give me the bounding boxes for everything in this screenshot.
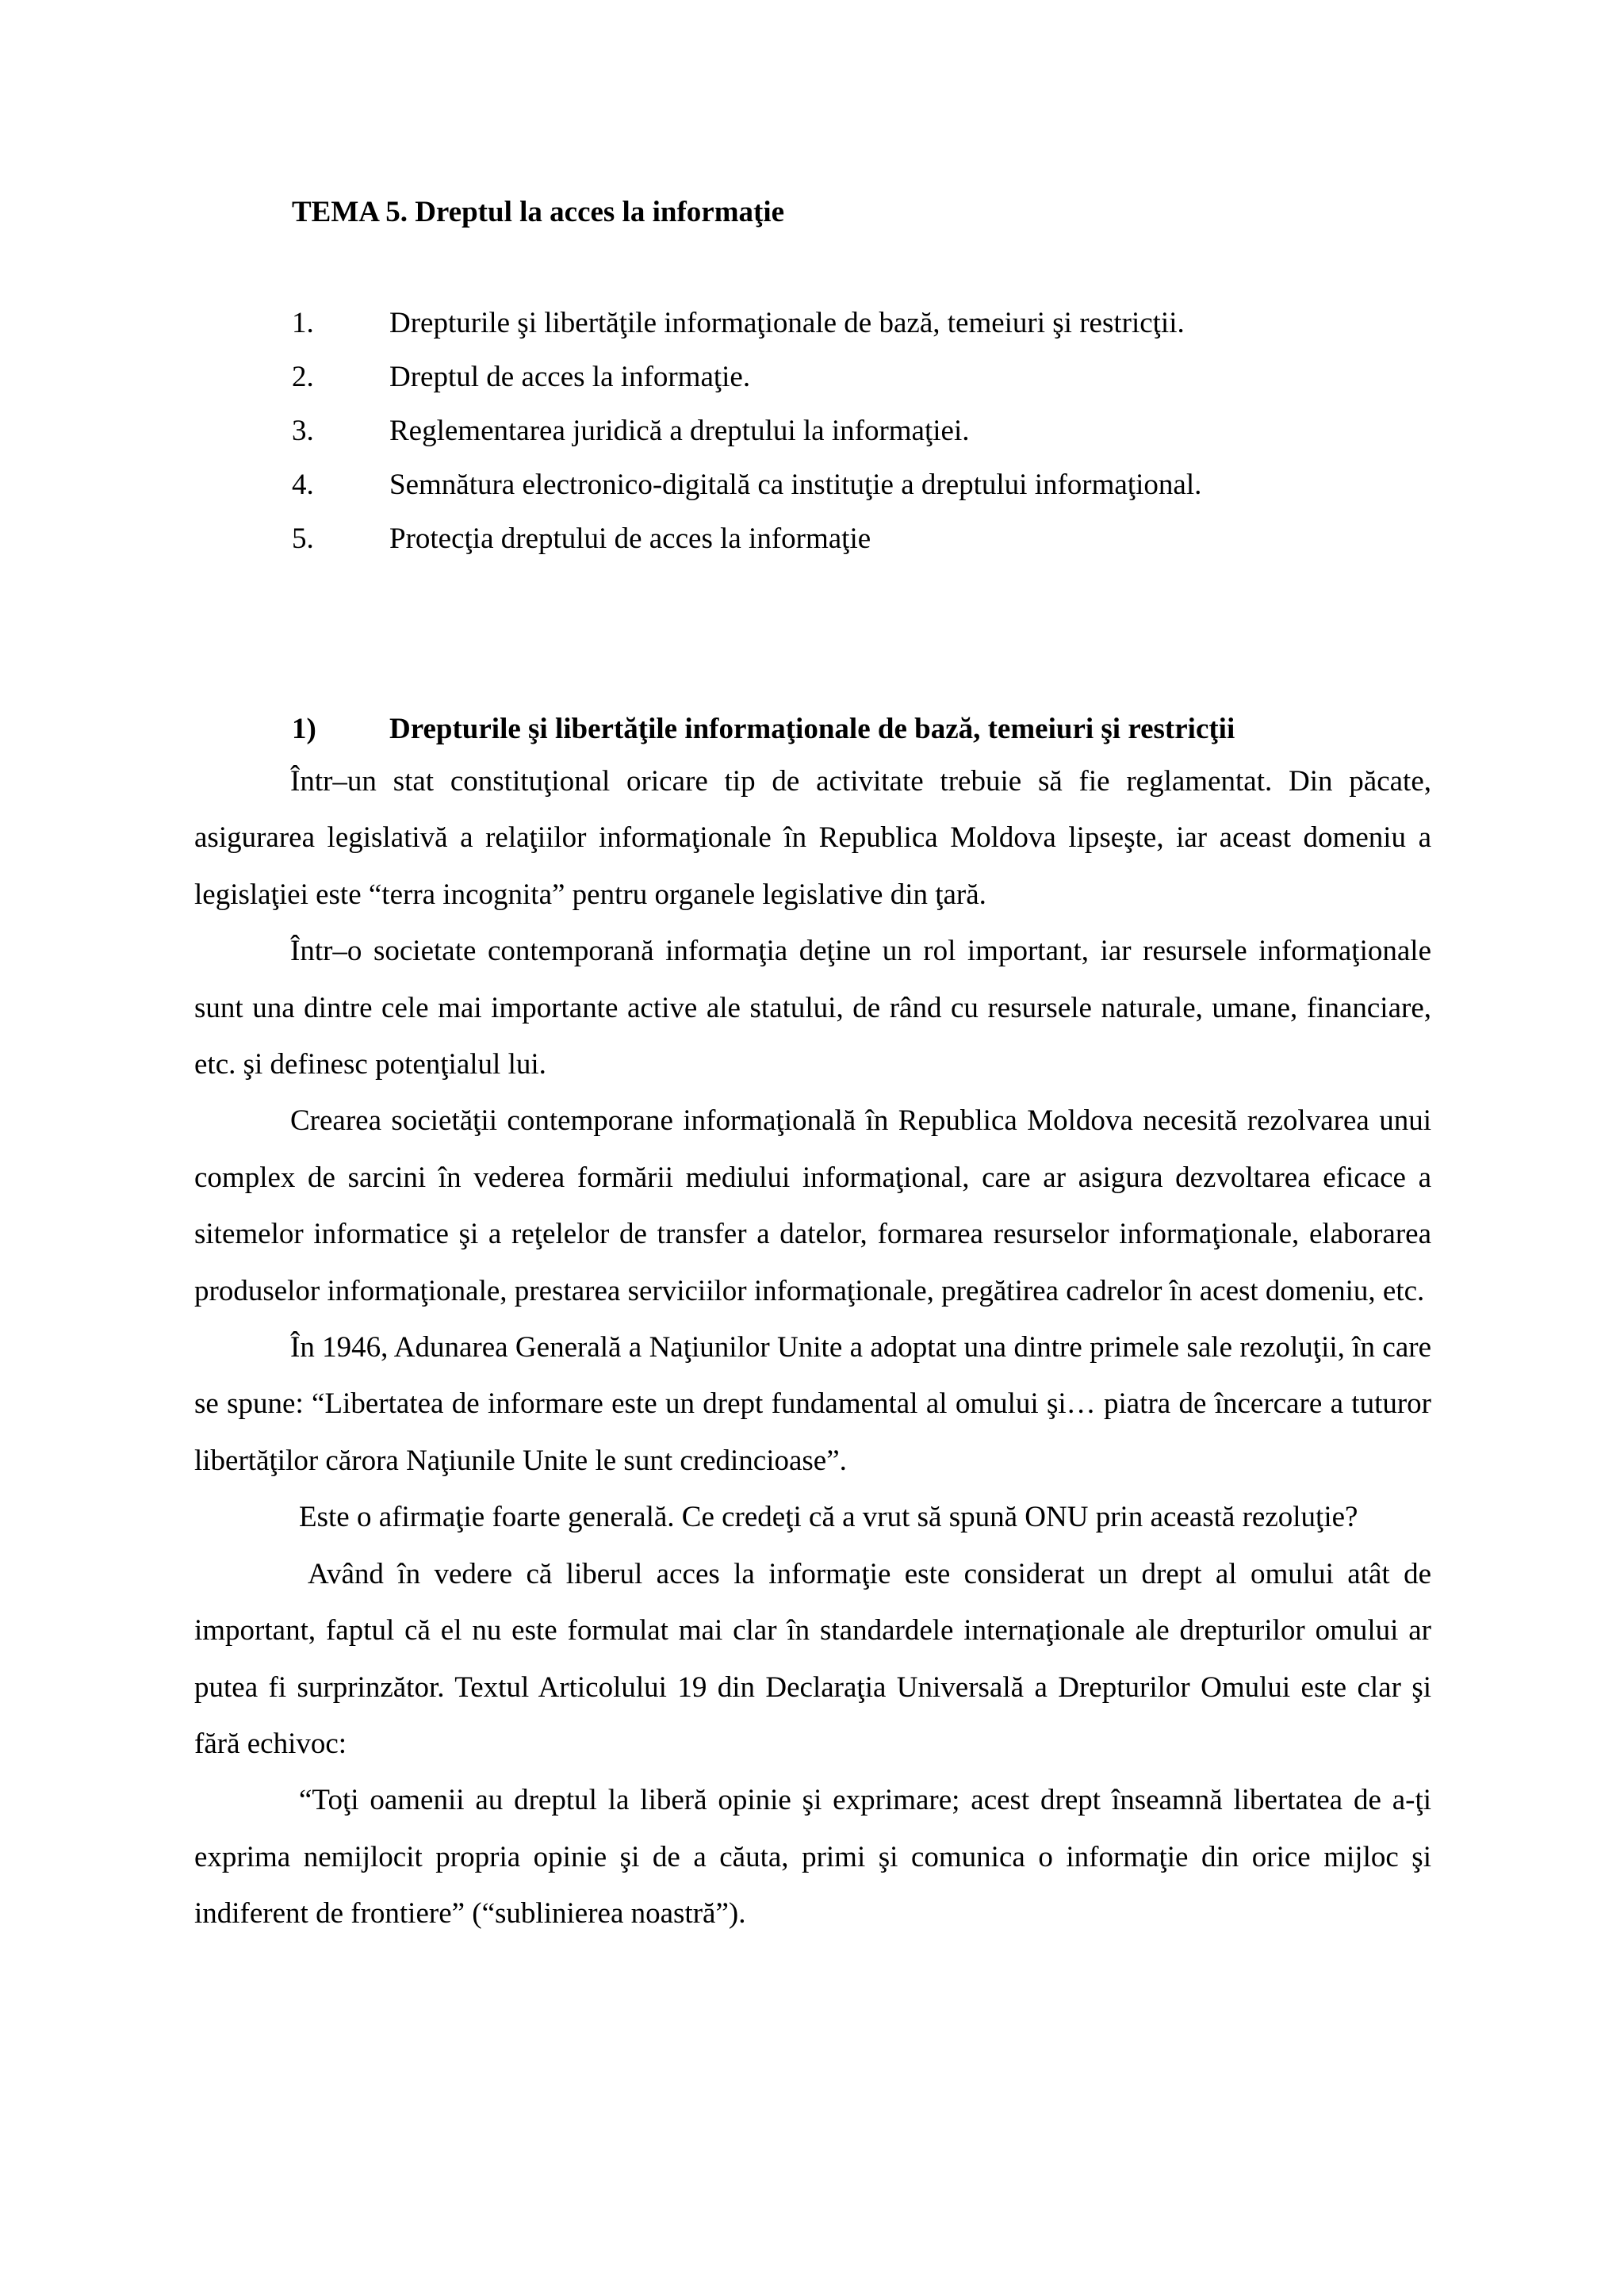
toc-item-number: 5. (292, 522, 314, 555)
toc-item-number: 3. (292, 415, 314, 447)
toc-item-text: Drepturile şi libertăţile informaţionale de bază, temeiuri şi restricţii. (389, 307, 1185, 339)
toc-item-text: Protecţia dreptului de acces la informaţie (389, 522, 871, 555)
paragraph: Crearea societăţii contemporane informaţională în Republica Moldova necesită rezolvarea unui complex de sarcini în vederea formării mediului informaţional, care ar asigura dezvoltarea eficace a sitemelor informatice şi a reţelelor de transfer a datelor, formarea resurselor informaţionale, elaborarea produselor informaţionale, prestarea serviciilor informaţionale, pregătirea cadrelor în acest domeniu, etc. (194, 1104, 1431, 1307)
toc-item-text: Dreptul de acces la informaţie. (389, 361, 751, 393)
paragraph: “Toţi oamenii au dreptul la liberă opinie şi exprimare; acest drept înseamnă libertatea de a-ţi exprima nemijlocit propria opinie şi de a căuta, primi şi comunica o informaţie din orice mijloc şi indiferent de frontiere” (“sublinierea noastră”). (194, 1784, 1431, 1931)
toc-item-number: 2. (292, 361, 314, 393)
paragraph: Într–un stat constituţional oricare tip de activitate trebuie să fie reglamentat. Din păcate, asigurarea legislativă a relaţiilor informaţionale în Republica Moldova lipseşte, iar aceast domeniu a legislaţiei este “terra incognita” pentru organele legislative din ţară. (194, 765, 1431, 911)
body-text (194, 753, 1431, 1942)
toc-item-text: Reglementarea juridică a dreptului la informaţiei. (389, 415, 970, 447)
toc-item (292, 414, 1481, 468)
toc-item-text: Semnătura electronico-digitală ca instituţie a dreptului informaţional. (389, 469, 1202, 501)
section-heading-number: 1) (292, 713, 316, 745)
toc-item (292, 468, 1481, 522)
document-title: TEMA 5. Dreptul la acces la informaţie (292, 196, 785, 228)
toc-item (292, 522, 1481, 576)
paragraph: În 1946, Adunarea Generală a Naţiunilor Unite a adoptat una dintre primele sale rezoluţii, în care se spune: “Libertatea de informare este un drept fundamental al omului şi… piatra de încercare a tuturor libertăţilor cărora Naţiunile Unite le sunt credincioase”. (194, 1331, 1431, 1477)
paragraph: Într–o societate contemporană informaţia deţine un rol important, iar resursele informaţionale sunt una dintre cele mai importante active ale statului, de rând cu resursele naturale, umane, financiare, etc. şi definesc potenţialul lui. (194, 935, 1431, 1081)
toc-item-number: 1. (292, 307, 314, 339)
section-heading-text: Drepturile şi libertăţile informaţionale de bază, temeiuri şi restricţii (389, 713, 1235, 745)
paragraph: Este o afirmaţie foarte generală. Ce credeţi că a vrut să spună ONU prin această rezoluţie? (299, 1501, 1358, 1534)
paragraph: Având în vedere că liberul acces la informaţie este considerat un drept al omului atât de important, faptul că el nu este formulat mai clar în standardele internaţionale ale drepturilor omului ar putea fi surprinzător. Textul Articolului 19 din Declaraţia Universală a Drepturilor Omului este clar şi fără echivoc: (194, 1557, 1431, 1760)
table-of-contents (292, 306, 1481, 576)
toc-item (292, 360, 1481, 414)
toc-item (292, 306, 1481, 360)
toc-item-number: 4. (292, 469, 314, 501)
